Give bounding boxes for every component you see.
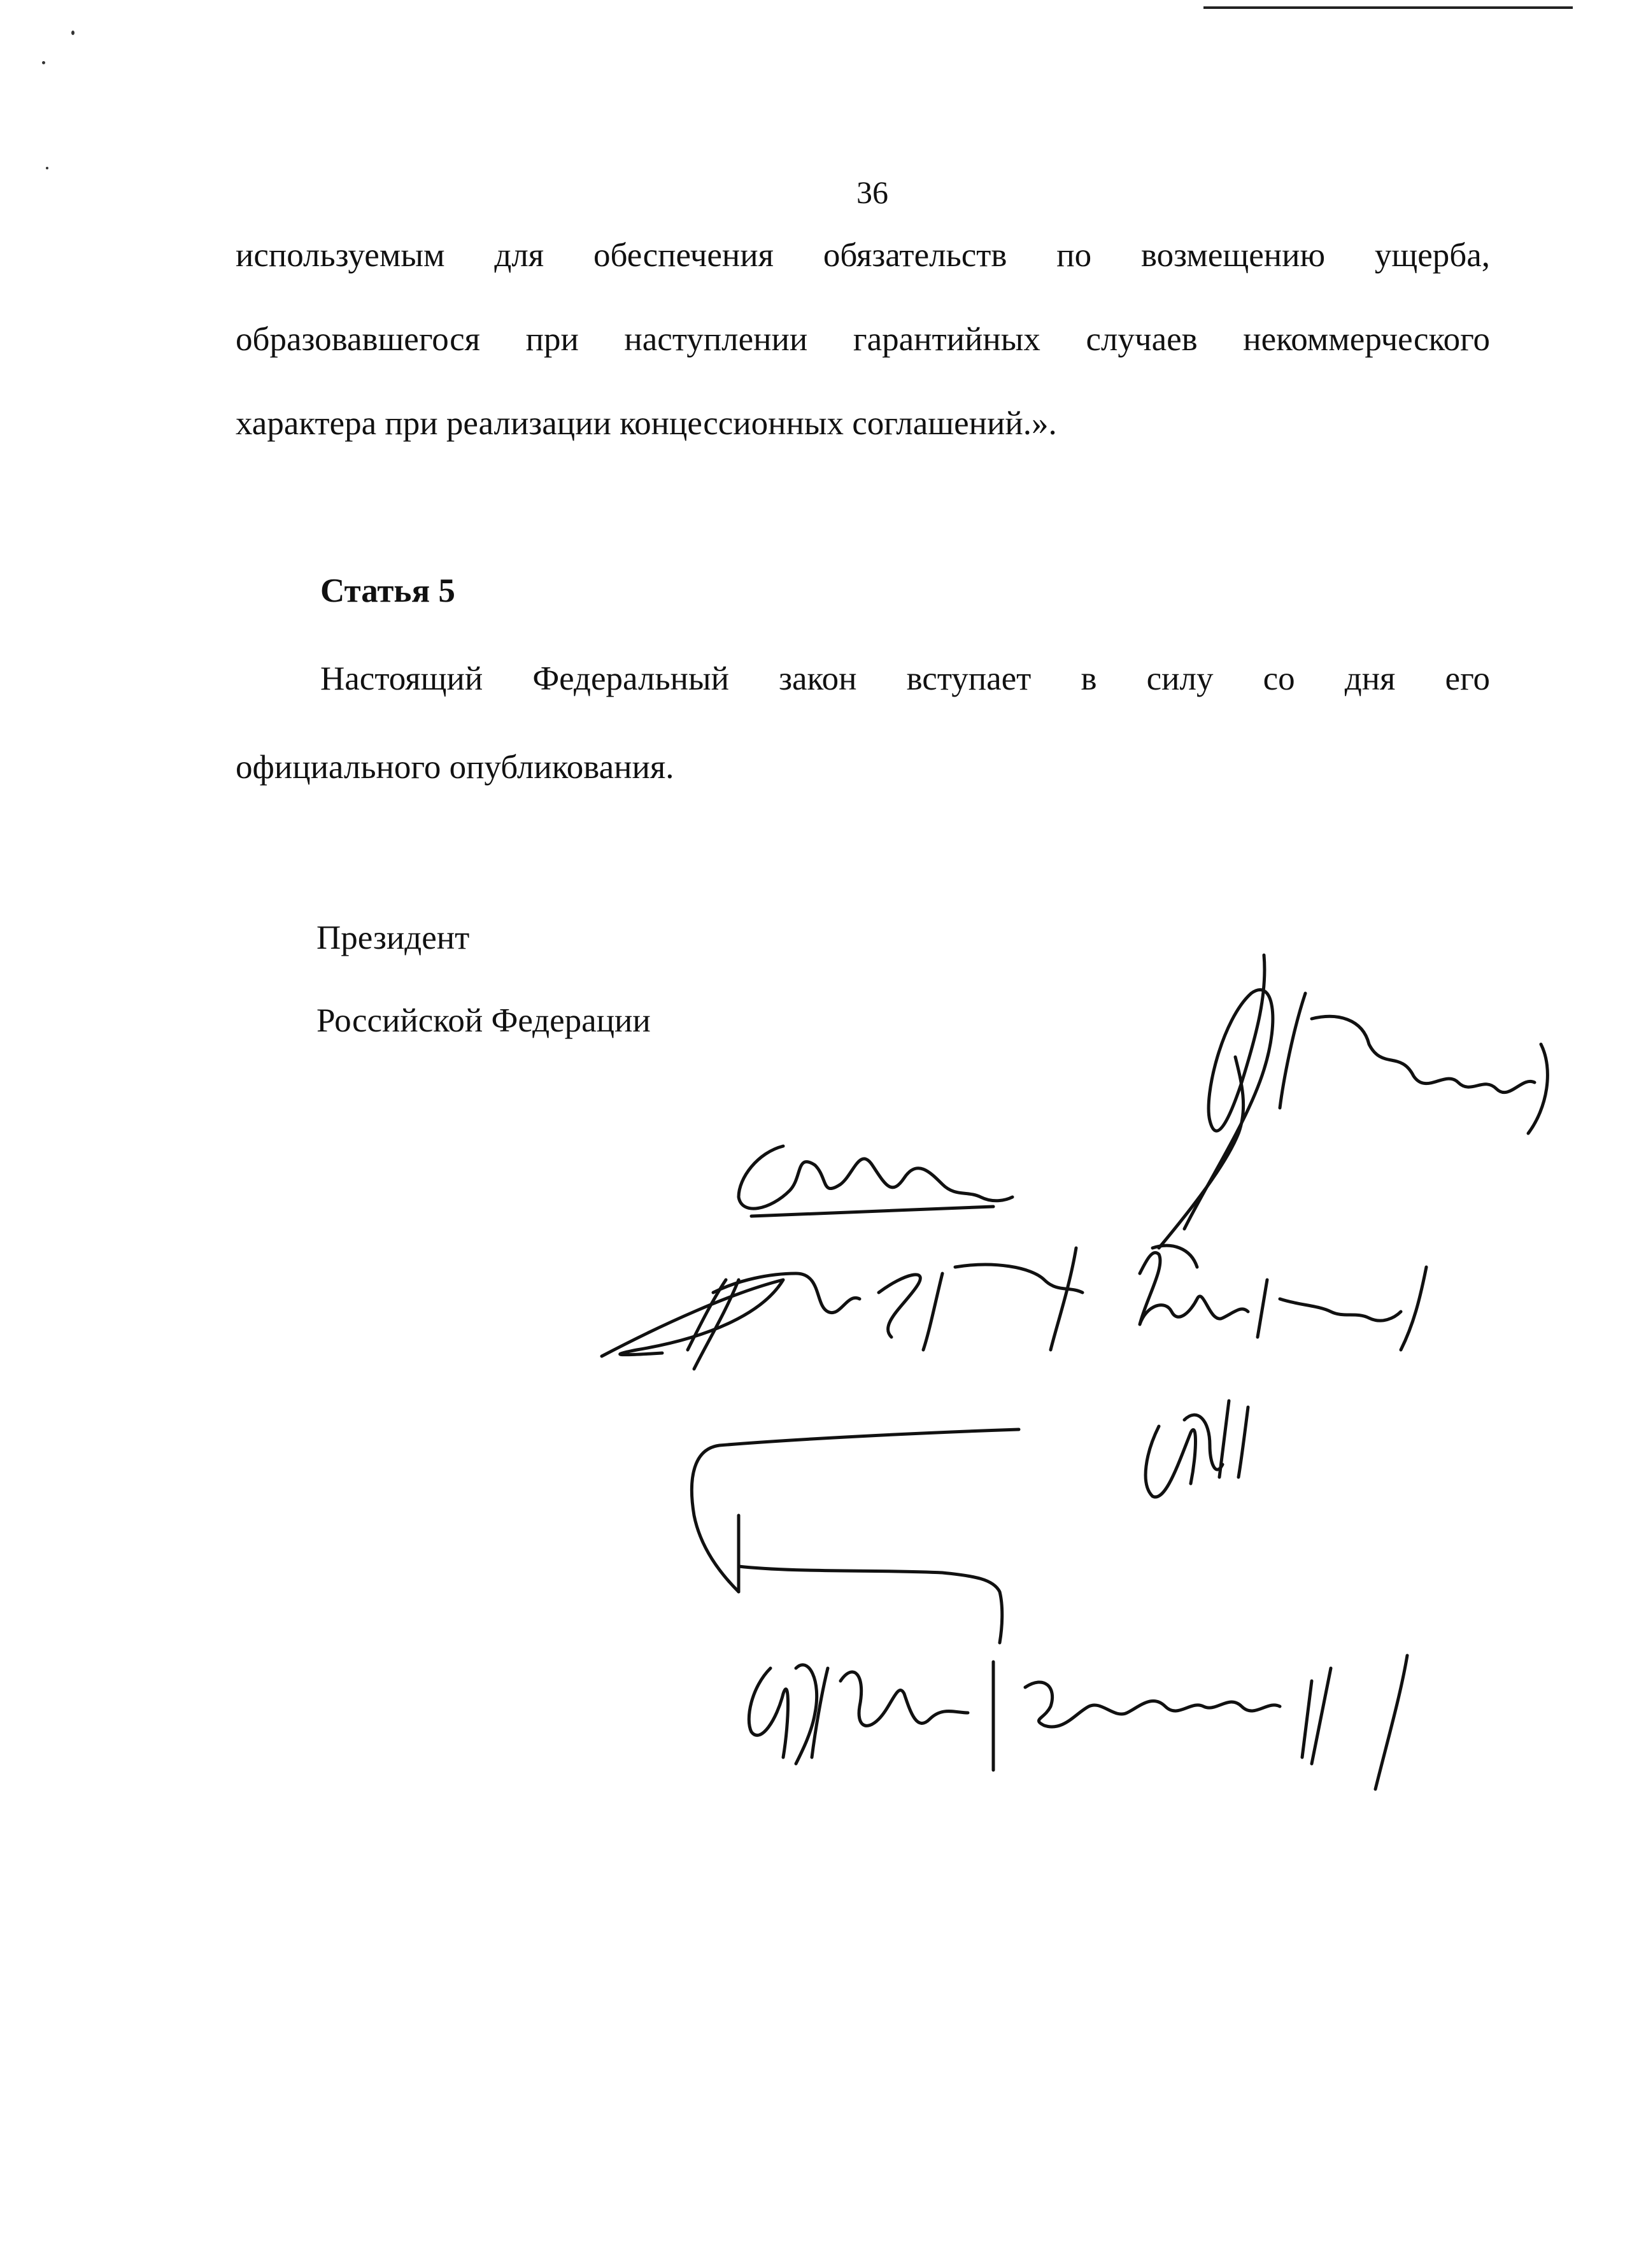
- page-number: 36: [856, 174, 888, 210]
- signature-2: [739, 1146, 1012, 1216]
- scan-speck: [42, 61, 45, 64]
- paragraph-line: характера при реализации концессионных соглашений.».: [236, 405, 1057, 442]
- signature-tereshev: [1159, 955, 1547, 1248]
- paragraph-line: образовавшегося при наступлении гарантийных случаев некоммерческого: [236, 321, 1490, 358]
- signature-panov: [602, 1248, 1082, 1369]
- signatory-title-organization: Российской Федерации: [316, 1002, 651, 1039]
- article-line: Настоящий Федеральный закон вступает в силу со дня его: [320, 660, 1490, 697]
- signature-4: [1140, 1245, 1426, 1350]
- scan-speck: [46, 167, 48, 169]
- signature-yermolaeva: [749, 1655, 1407, 1789]
- scan-top-rule: [1203, 6, 1573, 9]
- article-heading: Статья 5: [320, 572, 455, 609]
- signature-5: [1146, 1401, 1248, 1497]
- signatory-title: Президент: [316, 919, 470, 956]
- paragraph-line: используемым для обеспечения обязательств по возмещению ущерба,: [236, 237, 1490, 274]
- scan-speck: [71, 31, 74, 35]
- article-line: официального опубликования.: [236, 749, 674, 786]
- signature-6: [692, 1429, 1019, 1643]
